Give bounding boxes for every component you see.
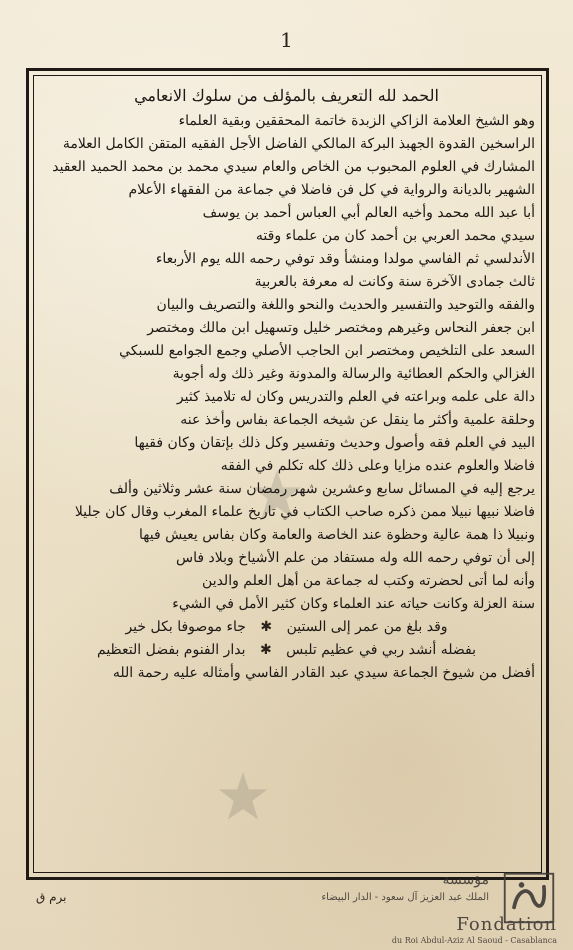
text-line: إلى أن توفي رحمه الله وله مستفاد من علم الأشياخ وبلاد فاس <box>176 550 535 566</box>
folio-note: برم ق <box>36 890 67 904</box>
manuscript-text <box>38 82 535 842</box>
verse-line <box>38 639 535 662</box>
text-line: الأندلسي ثم الفاسي مولدا ومنشأ وقد توفي رحمه الله يوم الأربعاء <box>155 251 535 267</box>
text-line: الراسخين القدوة الجهبذ البركة المالكي الفاضل الأجل الفقيه المتقن الكامل العلامة <box>62 136 535 152</box>
text-line: يرجع إليه في المسائل سابع وعشرين شهر رمضان سنة عشر وثلاثين وألف <box>109 481 535 497</box>
stamp-arabic-title: مؤسسة <box>442 872 489 888</box>
stamp-arabic-subtitle: الملك عبد العزيز آل سعود - الدار البيضاء <box>321 892 489 903</box>
verse-hemistich-right: وقد بلغ من عمر إلى الستين <box>286 619 448 635</box>
text-line: والفقه والتوحيد والتفسير والحديث والنحو واللغة والتصريف والبيان <box>156 297 535 313</box>
verse-hemistich-right: بفضله أنشد ربي في عظيم تلبس <box>286 642 476 658</box>
manuscript-title: الحمد لله التعريف بالمؤلف من سلوك الانعامي <box>134 86 439 105</box>
text-line: سيدي محمد العربي بن أحمد كان من علماء وقته <box>255 228 535 244</box>
text-line: السعد على التلخيص ومختصر ابن الحاجب الأصلي وجمع الجوامع للسبكي <box>119 343 535 359</box>
stamp-french-title: Fondation <box>456 914 557 935</box>
text-line: وهو الشيخ العلامة الزاكي الزبدة خاتمة المحققين وبقية العلماء <box>178 113 535 129</box>
library-stamp <box>321 870 567 948</box>
text-line: ابن جعفر النحاس وغيرهم ومختصر خليل وتسهيل ابن مالك ومختصر <box>147 320 535 336</box>
text-line: ونبيلا ذا همة عالية وحظوة عند الخاصة والعامة وكان بفاس يعيش فيها <box>139 527 535 543</box>
text-line: فاضلا والعلوم عنده مزايا وعلى ذلك كله تكلم في الفقه <box>220 458 535 474</box>
text-line-final: أفضل من شيوخ الجماعة سيدي عبد القادر الفاسي وأمثاله عليه رحمة الله <box>112 665 535 681</box>
verse-hemistich-left: جاء موصوفا بكل خير <box>125 619 246 635</box>
text-line: دالة على علمه وبراعته في العلم والتدريس وكان له تلاميذ كثير <box>176 389 535 405</box>
page-number: 1 <box>280 28 293 52</box>
verse-line <box>38 616 535 639</box>
text-line: وأنه لما أتى لحضرته وكتب له جماعة من أهل العلم والدين <box>202 573 535 589</box>
text-line: المشارك في العلوم المحبوب من الخاص والعام سيدي محمد بن محمد الحميد العقيد <box>52 159 535 175</box>
text-line: الشهير بالديانة والرواية في كل فن فاضلا في جماعة من الفقهاء الأعلام <box>128 182 535 198</box>
text-line: فاضلا نبيها نبيلا ممن ذكره صاحب الكتاب في تاريخ علماء المغرب وقال كان جليلا <box>74 504 535 520</box>
text-line: ثالث جمادى الآخرة سنة وكانت له معرفة بالعربية <box>254 274 535 290</box>
verse-separator-icon: ✱ <box>259 642 272 658</box>
text-line: سنة العزلة وكانت حياته عند العلماء وكان كثير الأمل في الشيء <box>172 596 535 612</box>
text-line: الغزالي والحكم العطائية والرسالة والمدونة وغير ذلك وله أجوبة <box>172 366 535 382</box>
stamp-french-subtitle: du Roi Abdul-Aziz Al Saoud - Casablanca <box>391 936 557 945</box>
text-line: وحلقة علمية وأكثر ما ينقل عن شيخه الجماعة بفاس وأخذ عنه <box>180 412 535 428</box>
text-line: أبا عبد الله محمد وأخيه العالم أبي العباس أحمد بن يوسف <box>202 205 535 221</box>
verse-separator-icon: ✱ <box>260 619 273 635</box>
text-line: البيد في العلم فقه وأصول وحديث وتفسير وكل ذلك بإتقان وكان فقيها <box>134 435 535 451</box>
verse-hemistich-left: بدار الفنوم بفضل التعظيم <box>97 642 246 658</box>
